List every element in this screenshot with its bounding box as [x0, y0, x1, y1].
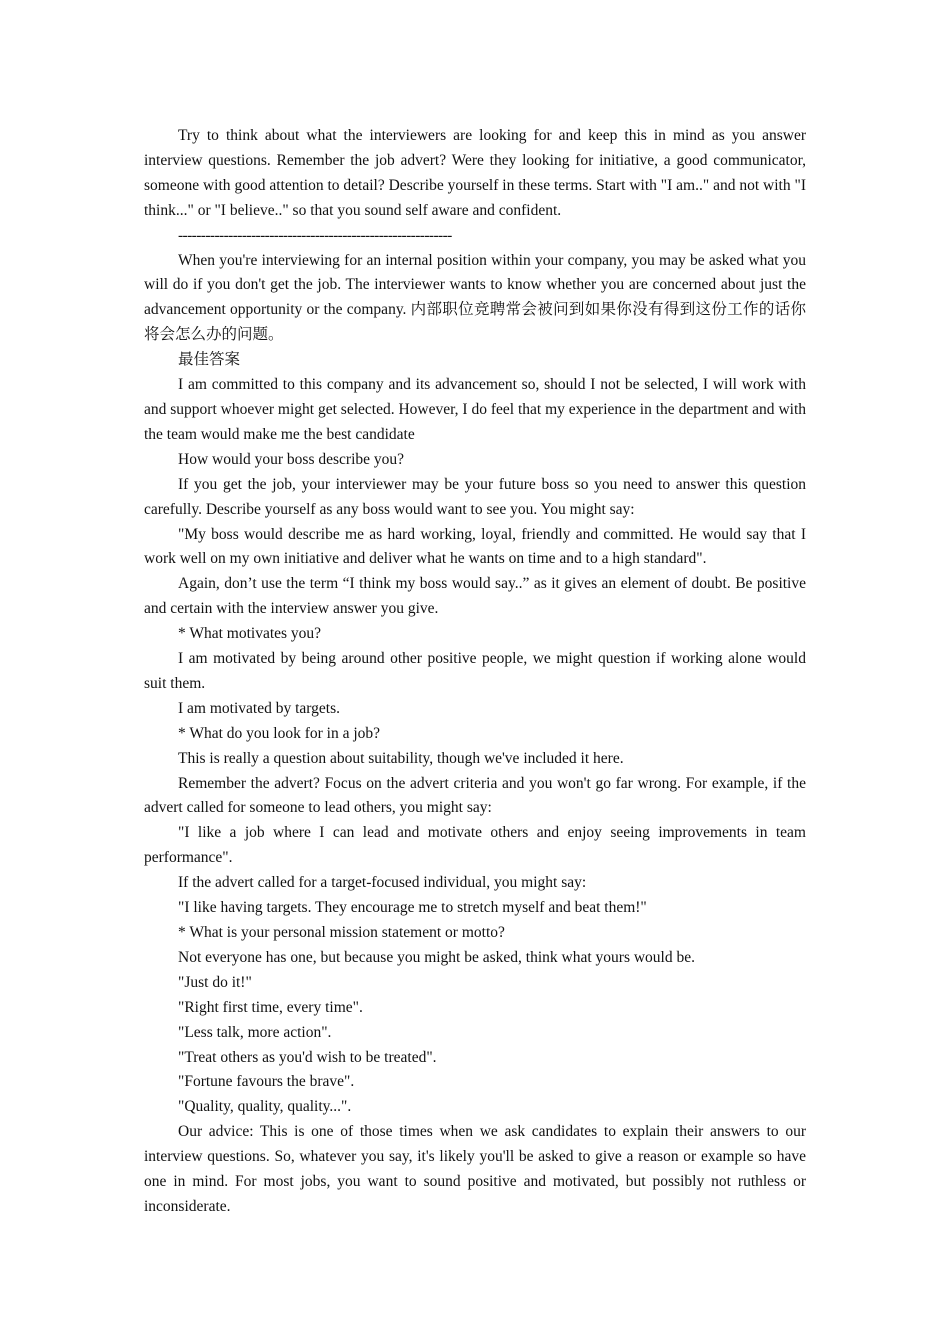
paragraph-advert-criteria: Remember the advert? Focus on the advert criteria and you won't go far wrong. For example, if the advert called for someone to lead others, you might say: [144, 774, 806, 817]
question-motivates: * What motivates you? [178, 625, 322, 643]
motto-treat-others: "Treat others as you'd wish to be treated". [178, 1048, 437, 1066]
motto-just-do-it: "Just do it!" [178, 973, 252, 991]
paragraph-motivated-targets: I am motivated by targets. [178, 699, 340, 717]
paragraph-intro: Try to think about what the interviewers are looking for and keep this in mind as you answer interview questions. Remember the job advert? Were they looking for initiative, a good communicator, someone with good attention to detail? Describe yourself in these terms. Start with "I am.." and not with "I think..." or "I believe.." so that you sound self aware and confident. [144, 127, 806, 219]
motto-less-talk: "Less talk, more action". [178, 1023, 332, 1041]
paragraph-target-focused: If the advert called for a target-focused individual, you might say: [178, 874, 587, 892]
dashed-divider: ------------------------------------------------------------ [178, 226, 452, 244]
question-boss-describe: How would your boss describe you? [178, 450, 405, 468]
question-mission-statement: * What is your personal mission statement or motto? [178, 924, 505, 941]
paragraph-future-boss: If you get the job, your interviewer may be your future boss so you need to answer this question carefully. Describe yourself as any boss would want to see you. You might say: [144, 475, 806, 518]
paragraph-suitability: This is really a question about suitability, though we've included it here. [178, 749, 624, 767]
motto-right-first-time: "Right first time, every time". [178, 998, 363, 1016]
quote-targets: "I like having targets. They encourage me to stretch myself and beat them!" [178, 899, 647, 917]
paragraph-best-answer: I am committed to this company and its advancement so, should I not be selected, I will work with and support whoever might get selected. However, I do feel that my experience in the department and with the team would make me the best candidate [144, 376, 806, 443]
quote-lead-others: "I like a job where I can lead and motivate others and enjoy seeing improvements in team performance". [144, 824, 806, 867]
paragraph-internal-position: When you're interviewing for an internal position within your company, you may be asked what you will do if you don't get the job. The interviewer wants to know whether you are concerned about just the advancement opportunity or the company. 内部职位竞聘常会被问到如果你没有得到这份工作的话你将会怎么办的问题。 [144, 251, 806, 344]
paragraph-avoid-doubt: Again, don’t use the term “I think my boss would say..” as it gives an element of doubt. Be positive and certain with the interview answer you give. [144, 575, 806, 618]
paragraph-motivated-people: I am motivated by being around other positive people, we might question if working alone would suit them. [144, 650, 806, 692]
document-body [144, 124, 806, 1220]
paragraph-our-advice: Our advice: This is one of those times when we ask candidates to explain their answers to our interview questions. So, whatever you say, it's likely you'll be asked to give a reason or example so have one in mind. For most jobs, you want to sound positive and motivated, but possibly not ruthless or inconsiderate. [144, 1123, 806, 1215]
motto-quality: "Quality, quality, quality...". [178, 1098, 352, 1116]
motto-fortune: "Fortune favours the brave". [178, 1073, 355, 1091]
question-look-for-job: * What do you look for in a job? [178, 724, 381, 742]
heading-best-answer: 最佳答案 [178, 351, 241, 369]
quote-boss-describe: "My boss would describe me as hard working, loyal, friendly and committed. He would say that I work well on my own initiative and deliver what he wants on time and to a high standard". [144, 525, 806, 568]
paragraph-not-everyone: Not everyone has one, but because you might be asked, think what yours would be. [178, 948, 695, 966]
